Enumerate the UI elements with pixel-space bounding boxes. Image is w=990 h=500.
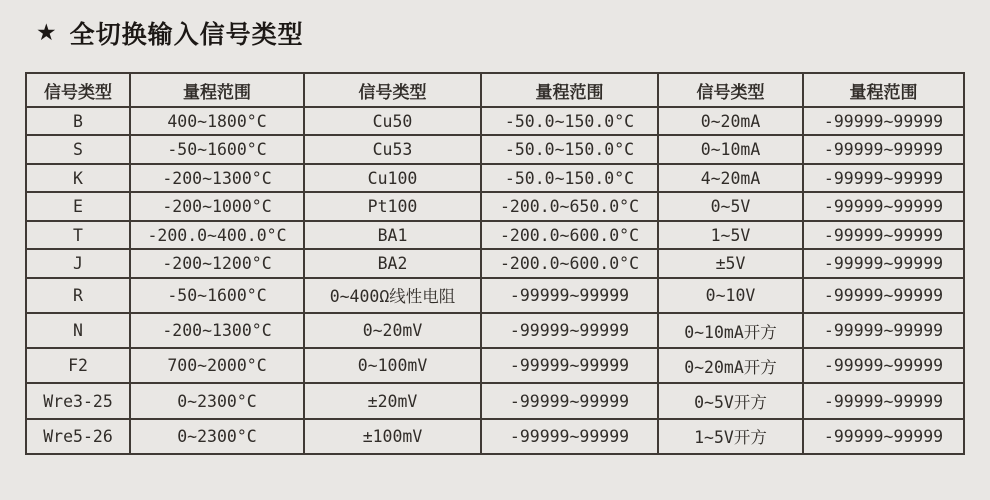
table-cell: -99999~99999 [803,164,964,192]
table-cell: K [26,164,130,192]
table-header-row [26,73,964,107]
table-cell: -99999~99999 [803,313,964,348]
table-cell: -99999~99999 [803,383,964,418]
table-cell: Wre3-25 [26,383,130,418]
table-cell: 1~5V [658,221,803,249]
column-header-range-1: 量程范围 [130,73,304,107]
table-cell: -200~1000°C [130,192,304,220]
page-title [36,15,304,51]
table-cell: -99999~99999 [481,348,658,383]
table-cell: -99999~99999 [481,313,658,348]
table-cell: 0~20mA开方 [658,348,803,383]
table-cell: N [26,313,130,348]
table-cell: -200.0~650.0°C [481,192,658,220]
page-title-text: 全切换输入信号类型 [69,20,304,49]
table-cell: Pt100 [304,192,481,220]
table-cell: -50.0~150.0°C [481,135,658,163]
table-cell: BA1 [304,221,481,249]
table-cell: 0~2300°C [130,419,304,454]
table-cell: -200~1300°C [130,164,304,192]
table-cell: BA2 [304,249,481,277]
table-cell: T [26,221,130,249]
table-cell: 0~10V [658,278,803,313]
table-cell: 0~10mA开方 [658,313,803,348]
table-cell: 0~2300°C [130,383,304,418]
table-row [26,221,964,249]
table-cell: 400~1800°C [130,107,304,135]
column-header-signal-type-3: 信号类型 [658,73,803,107]
table-cell: -99999~99999 [803,419,964,454]
table-cell: -99999~99999 [803,278,964,313]
table-cell: ±5V [658,249,803,277]
signal-type-table [25,72,965,455]
table-row [26,278,964,313]
table-cell: Cu53 [304,135,481,163]
table-cell: -200.0~600.0°C [481,249,658,277]
table-cell: -200~1200°C [130,249,304,277]
table-cell: -200.0~600.0°C [481,221,658,249]
table-cell: -99999~99999 [803,249,964,277]
table-cell: 0~20mA [658,107,803,135]
table-cell: ±20mV [304,383,481,418]
table-cell: -200.0~400.0°C [130,221,304,249]
table-cell: -200~1300°C [130,313,304,348]
table-cell: ±100mV [304,419,481,454]
column-header-range-2: 量程范围 [481,73,658,107]
table-cell: Wre5-26 [26,419,130,454]
column-header-signal-type-2: 信号类型 [304,73,481,107]
table-cell: -99999~99999 [803,107,964,135]
table-cell: 0~5V [658,192,803,220]
table-cell: F2 [26,348,130,383]
table-cell: Cu100 [304,164,481,192]
table-row [26,192,964,220]
table-cell: 0~100mV [304,348,481,383]
table-cell: J [26,249,130,277]
table-cell: 0~20mV [304,313,481,348]
table-cell: -50.0~150.0°C [481,107,658,135]
table-cell: R [26,278,130,313]
table-cell: -50~1600°C [130,278,304,313]
table-cell: -99999~99999 [803,135,964,163]
table-row [26,348,964,383]
table-cell: -99999~99999 [803,348,964,383]
table-row [26,313,964,348]
column-header-range-3: 量程范围 [803,73,964,107]
star-icon: ★ [36,20,58,46]
table-row [26,135,964,163]
table-cell: 0~5V开方 [658,383,803,418]
table-cell: B [26,107,130,135]
table-row [26,164,964,192]
table-cell: -99999~99999 [481,419,658,454]
table-cell: 4~20mA [658,164,803,192]
table-row [26,383,964,418]
table-cell: -50.0~150.0°C [481,164,658,192]
table-cell: E [26,192,130,220]
table-row [26,249,964,277]
table-cell: Cu50 [304,107,481,135]
table-cell: 0~400Ω线性电阻 [304,278,481,313]
table-cell: -99999~99999 [481,383,658,418]
signal-table-body [26,107,964,454]
table-cell: 1~5V开方 [658,419,803,454]
table-cell: 0~10mA [658,135,803,163]
table-row [26,107,964,135]
table-row [26,419,964,454]
table-cell: 700~2000°C [130,348,304,383]
table-cell: -50~1600°C [130,135,304,163]
table-cell: -99999~99999 [803,221,964,249]
column-header-signal-type-1: 信号类型 [26,73,130,107]
table-cell: -99999~99999 [803,192,964,220]
table-cell: -99999~99999 [481,278,658,313]
table-cell: S [26,135,130,163]
